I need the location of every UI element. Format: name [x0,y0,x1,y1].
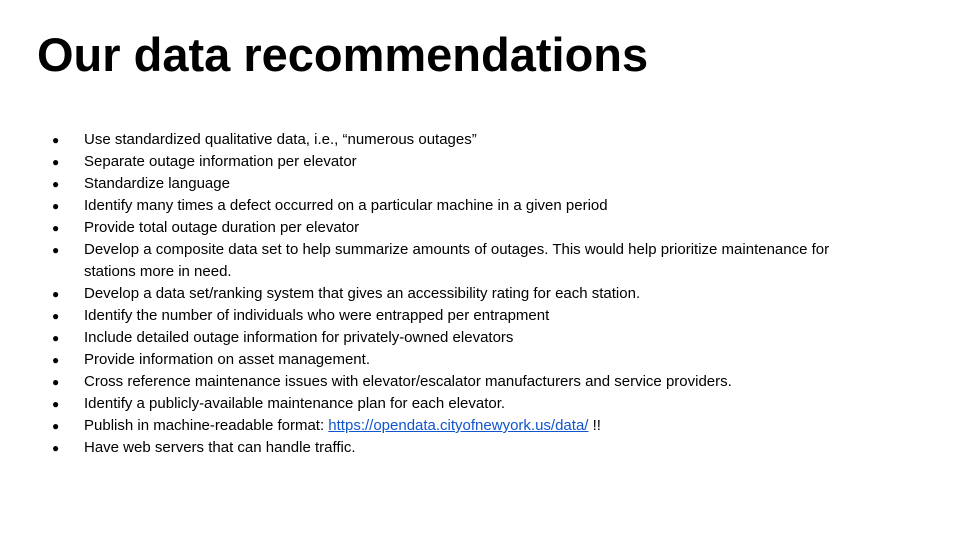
list-item [50,283,830,305]
bullet-icon: ● [52,331,60,345]
list-item-text: Identify the number of individuals who were entrapped per entrapment [84,307,550,324]
list-item [50,305,830,327]
list-item-text: Provide information on asset management. [84,351,370,368]
list-item [50,371,830,393]
bullet-icon: ● [52,133,60,147]
list-item [50,129,830,151]
publish-suffix-text: !! [588,417,601,434]
list-item-text: Develop a data set/ranking system that gives an accessibility rating for each station. [84,285,641,302]
bullet-icon: ● [52,155,60,169]
recommendation-list [50,129,830,459]
list-item [50,173,830,195]
bullet-icon: ● [52,243,60,257]
list-item-text: Standardize language [84,175,230,192]
bullet-icon: ● [52,287,60,301]
bullet-icon: ● [52,353,60,367]
list-item [50,239,830,283]
list-item-text: Separate outage information per elevator [84,153,357,170]
list-item [50,217,830,239]
list-item [50,437,830,459]
bullet-icon: ● [52,419,60,433]
bullet-icon: ● [52,221,60,235]
list-item-publish [50,415,830,437]
list-item-text: Identify a publicly-available maintenance plan for each elevator. [84,395,506,412]
list-item [50,349,830,371]
list-item-text: Provide total outage duration per elevator [84,219,360,236]
bullet-icon: ● [52,441,60,455]
list-item-text: Include detailed outage information for privately-owned elevators [84,329,514,346]
list-item [50,327,830,349]
bullet-icon: ● [52,397,60,411]
publish-prefix-text: Publish in machine-readable format: [84,417,329,434]
list-item-text: Cross reference maintenance issues with elevator/escalator manufacturers and service providers. [84,373,732,390]
list-item-text: Use standardized qualitative data, i.e., “numerous outages” [84,131,477,148]
bullet-icon: ● [52,199,60,213]
bullet-icon: ● [52,309,60,323]
list-item [50,195,830,217]
slide-title: Our data recommendations [37,28,649,81]
opendata-link[interactable]: https://opendata.cityofnewyork.us/data/ [328,417,589,434]
list-item-text: Have web servers that can handle traffic. [84,439,356,456]
list-item [50,151,830,173]
bullet-icon: ● [52,375,60,389]
bullet-icon: ● [52,177,60,191]
list-item [50,393,830,415]
list-item-text: Identify many times a defect occurred on a particular machine in a given period [84,197,608,214]
list-item-text: Develop a composite data set to help summarize amounts of outages. This would help prioritize maintenance for stations more in need. [84,241,830,280]
